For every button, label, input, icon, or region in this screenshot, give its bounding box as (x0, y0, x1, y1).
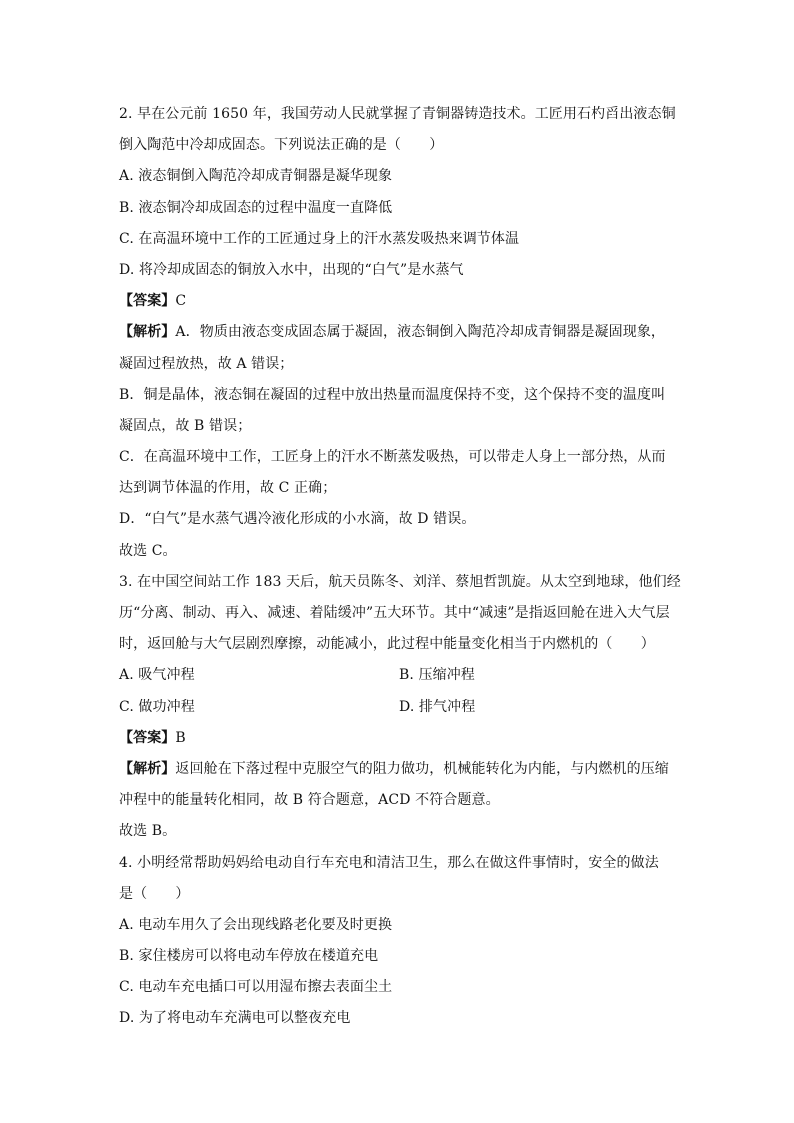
question-2 (119, 99, 679, 567)
option-c: C. 在高温环境中工作的工匠通过身上的汗水蒸发吸热来调节体温 (119, 230, 520, 247)
document-content (119, 99, 679, 1035)
option-row (119, 692, 679, 723)
analysis-line (119, 754, 679, 785)
option-c: C. 做功冲程 (119, 698, 195, 715)
answer-value: B (175, 729, 186, 746)
question-4 (119, 848, 679, 1035)
question-3 (119, 567, 679, 848)
analysis-tag: 【解析】 (119, 760, 176, 777)
option-b: B. 压缩冲程 (399, 667, 475, 684)
analysis-text: D．“白气”是水蒸气遇冷液化形成的小水滴，故 D 错误。 (119, 511, 476, 528)
option-b: B. 液态铜冷却成固态的过程中温度一直降低 (119, 199, 393, 216)
analysis-text: 返回舱在下落过程中克服空气的阻力做功，机械能转化为内能，与内燃机的压缩 (175, 760, 669, 777)
analysis-text: 凝固点，故 B 错误； (119, 417, 252, 434)
question-stem: 3. 在中国空间站工作 183 天后，航天员陈冬、刘洋、蔡旭哲凯旋。从太空到地球，他们经 (119, 573, 681, 590)
question-stem: 是（ ） (119, 885, 190, 902)
question-stem: 倒入陶范中冷却成固态。下列说法正确的是（ ） (119, 137, 444, 154)
analysis-line (119, 317, 679, 348)
analysis-text: A．物质由液态变成固态属于凝固，液态铜倒入陶范冷却成青铜器是凝固现象， (175, 324, 666, 341)
option-d: D. 为了将电动车充满电可以整夜充电 (119, 1010, 351, 1027)
option-d: D. 排气冲程 (399, 698, 476, 715)
option-a: A. 液态铜倒入陶范冷却成青铜器是凝华现象 (119, 168, 393, 185)
answer-tag: 【答案】 (119, 729, 176, 746)
conclusion: 故选 B。 (119, 823, 177, 840)
option-c: C. 电动车充电插口可以用湿布擦去表面尘土 (119, 979, 393, 996)
option-a: A. 电动车用久了会出现线路老化要及时更换 (119, 916, 393, 933)
conclusion: 故选 C。 (119, 542, 177, 559)
analysis-tag: 【解析】 (119, 324, 176, 341)
analysis-text: C．在高温环境中工作，工匠身上的汗水不断蒸发吸热，可以带走人身上一部分热，从而 (119, 449, 666, 466)
answer-line (119, 286, 679, 317)
question-stem: 4. 小明经常帮助妈妈给电动自行车充电和清洁卫生，那么在做这件事情时，安全的做法 (119, 854, 659, 871)
option-b: B. 家住楼房可以将电动车停放在楼道充电 (119, 948, 379, 965)
analysis-text: 冲程中的能量转化相同，故 B 符合题意，ACD 不符合题意。 (119, 792, 500, 809)
option-row (119, 660, 679, 691)
answer-value: C (175, 293, 187, 310)
answer-line (119, 723, 679, 754)
analysis-text: B．铜是晶体，液态铜在凝固的过程中放出热量而温度保持不变，这个保持不变的温度叫 (119, 386, 666, 403)
question-stem: 时，返回舱与大气层剧烈摩擦，动能减小，此过程中能量变化相当于内燃机的（ ） (119, 636, 655, 653)
question-stem: 历“分离、制动、再入、减速、着陆缓冲”五大环节。其中“减速”是指返回舱在进入大气层 (119, 605, 670, 621)
option-d: D. 将冷却成固态的铜放入水中，出现的“白气”是水蒸气 (119, 261, 464, 278)
question-stem: 2. 早在公元前 1650 年，我国劳动人民就掌握了青铜器铸造技术。工匠用石杓舀出液态铜 (119, 106, 676, 122)
analysis-text: 凝固过程放热，故 A 错误； (119, 355, 294, 372)
analysis-text: 达到调节体温的作用，故 C 正确； (119, 480, 337, 497)
answer-tag: 【答案】 (119, 293, 176, 310)
option-a: A. 吸气冲程 (119, 667, 195, 684)
